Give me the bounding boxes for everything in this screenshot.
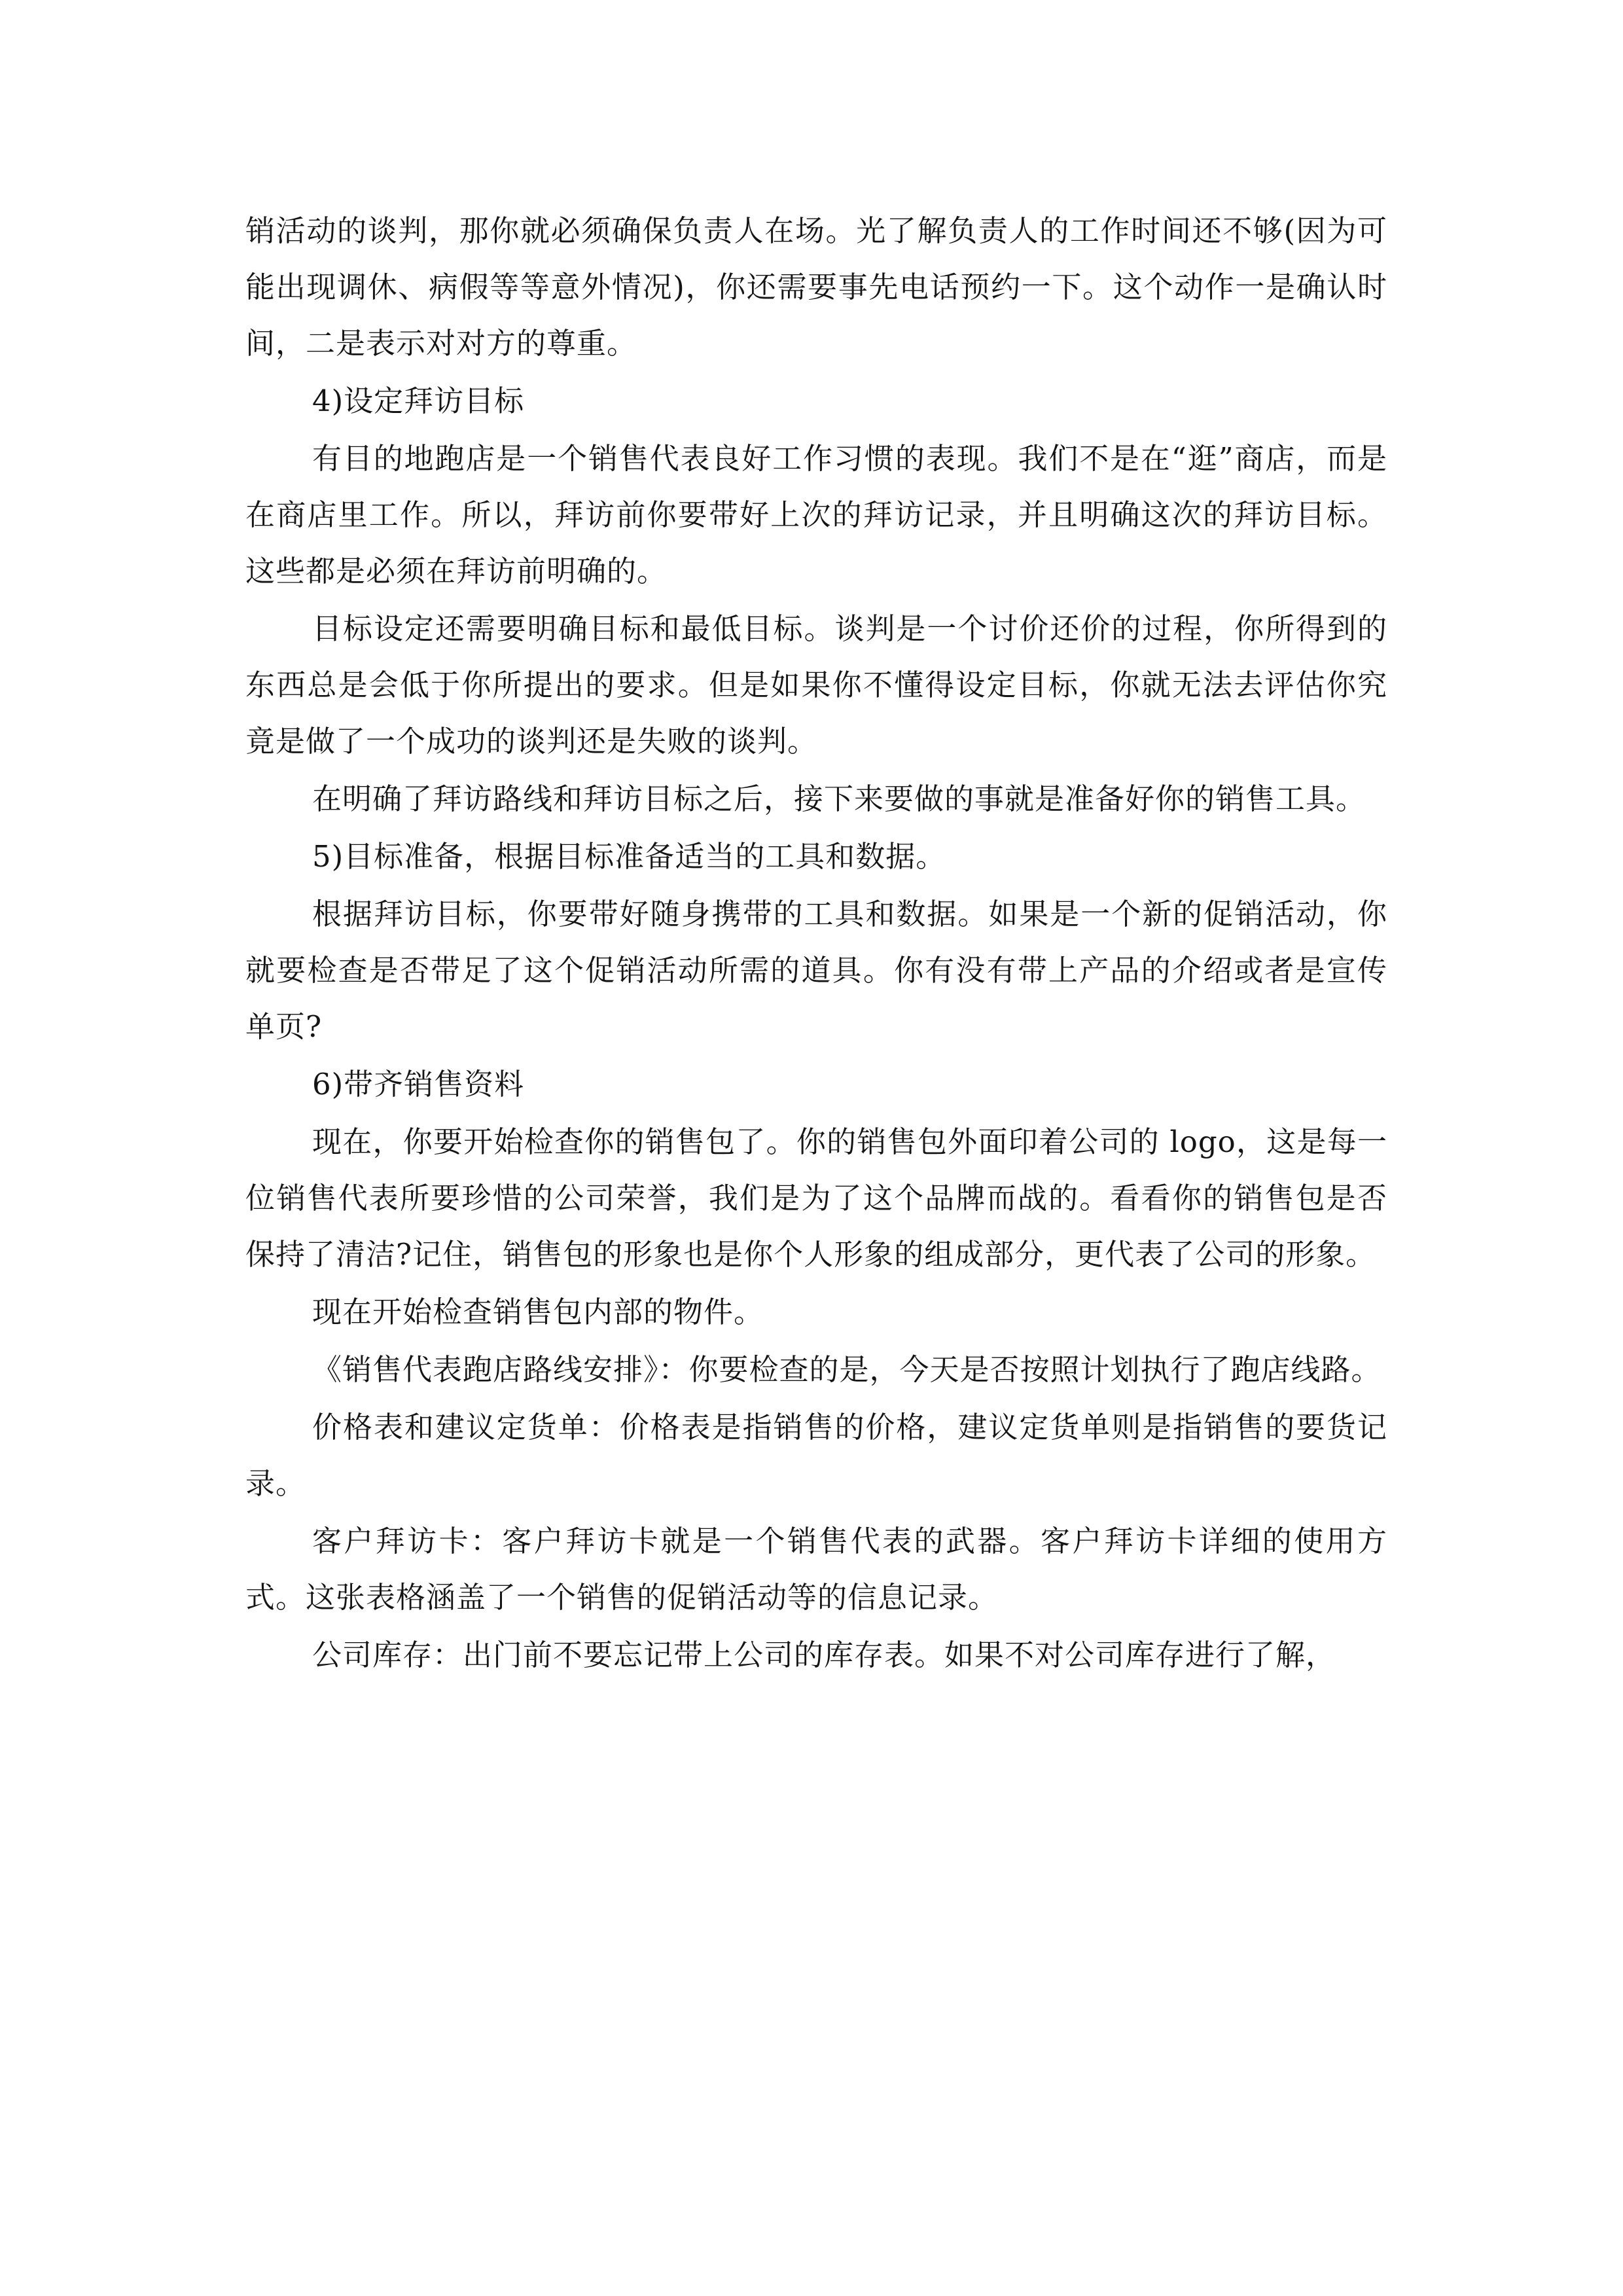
paragraph-5: 在明确了拜访路线和拜访目标之后，接下来要做的事就是准备好你的销售工具。 [312,781,1366,816]
paragraph-1: 销活动的谈判，那你就必须确保负责人在场。光了解负责人的工作时间还不够(因为可能出现调休、病假等等意外情况)，你还需要事先电话预约一下。这个动作一是确认时间，二是表示对对方的尊重。 [245,213,1387,361]
paragraph-13: 客户拜访卡：客户拜访卡就是一个销售代表的武器。客户拜访卡详细的使用方式。这张表格涵盖了一个销售的促销活动等的信息记录。 [245,1524,1387,1615]
heading-4-set-visit-goal: 4)设定拜访目标 [312,384,525,418]
paragraph-4: 目标设定还需要明确目标和最低目标。谈判是一个讨价还价的过程，你所得到的东西总是会低于你所提出的要求。但是如果你不懂得设定目标，你就无法去评估你究竟是做了一个成功的谈判还是失败的谈判。 [245,611,1387,759]
paragraph-9: 现在，你要开始检查你的销售包了。你的销售包外面印着公司的 logo，这是每一位销售代表所要珍惜的公司荣誉，我们是为了这个品牌而战的。看看你的销售包是否保持了清洁?记住，销售包的形象也是你个人形象的组成部分，更代表了公司的形象。 [245,1124,1387,1272]
paragraph-11: 《销售代表跑店路线安排》：你要检查的是，今天是否按照计划执行了跑店线路。 [312,1352,1382,1387]
paragraph-12: 价格表和建议定货单：价格表是指销售的价格，建议定货单则是指销售的要货记录。 [245,1410,1387,1501]
heading-6-sales-materials: 6)带齐销售资料 [312,1067,525,1102]
paragraph-10: 现在开始检查销售包内部的物件。 [312,1295,764,1329]
paragraph-3: 有目的地跑店是一个销售代表良好工作习惯的表现。我们不是在“逛”商店，而是在商店里工作。所以，拜访前你要带好上次的拜访记录，并且明确这次的拜访目标。这些都是必须在拜访前明确的。 [245,441,1387,588]
paragraph-14: 公司库存：出门前不要忘记带上公司的库存表。如果不对公司库存进行了解， [312,1638,1336,1672]
heading-5-goal-preparation: 5)目标准备，根据目标准备适当的工具和数据。 [312,839,946,874]
document-body [245,203,1387,1683]
paragraph-7: 根据拜访目标，你要带好随身携带的工具和数据。如果是一个新的促销活动，你就要检查是否带足了这个促销活动所需的道具。你有没有带上产品的介绍或者是宣传单页? [245,897,1387,1044]
